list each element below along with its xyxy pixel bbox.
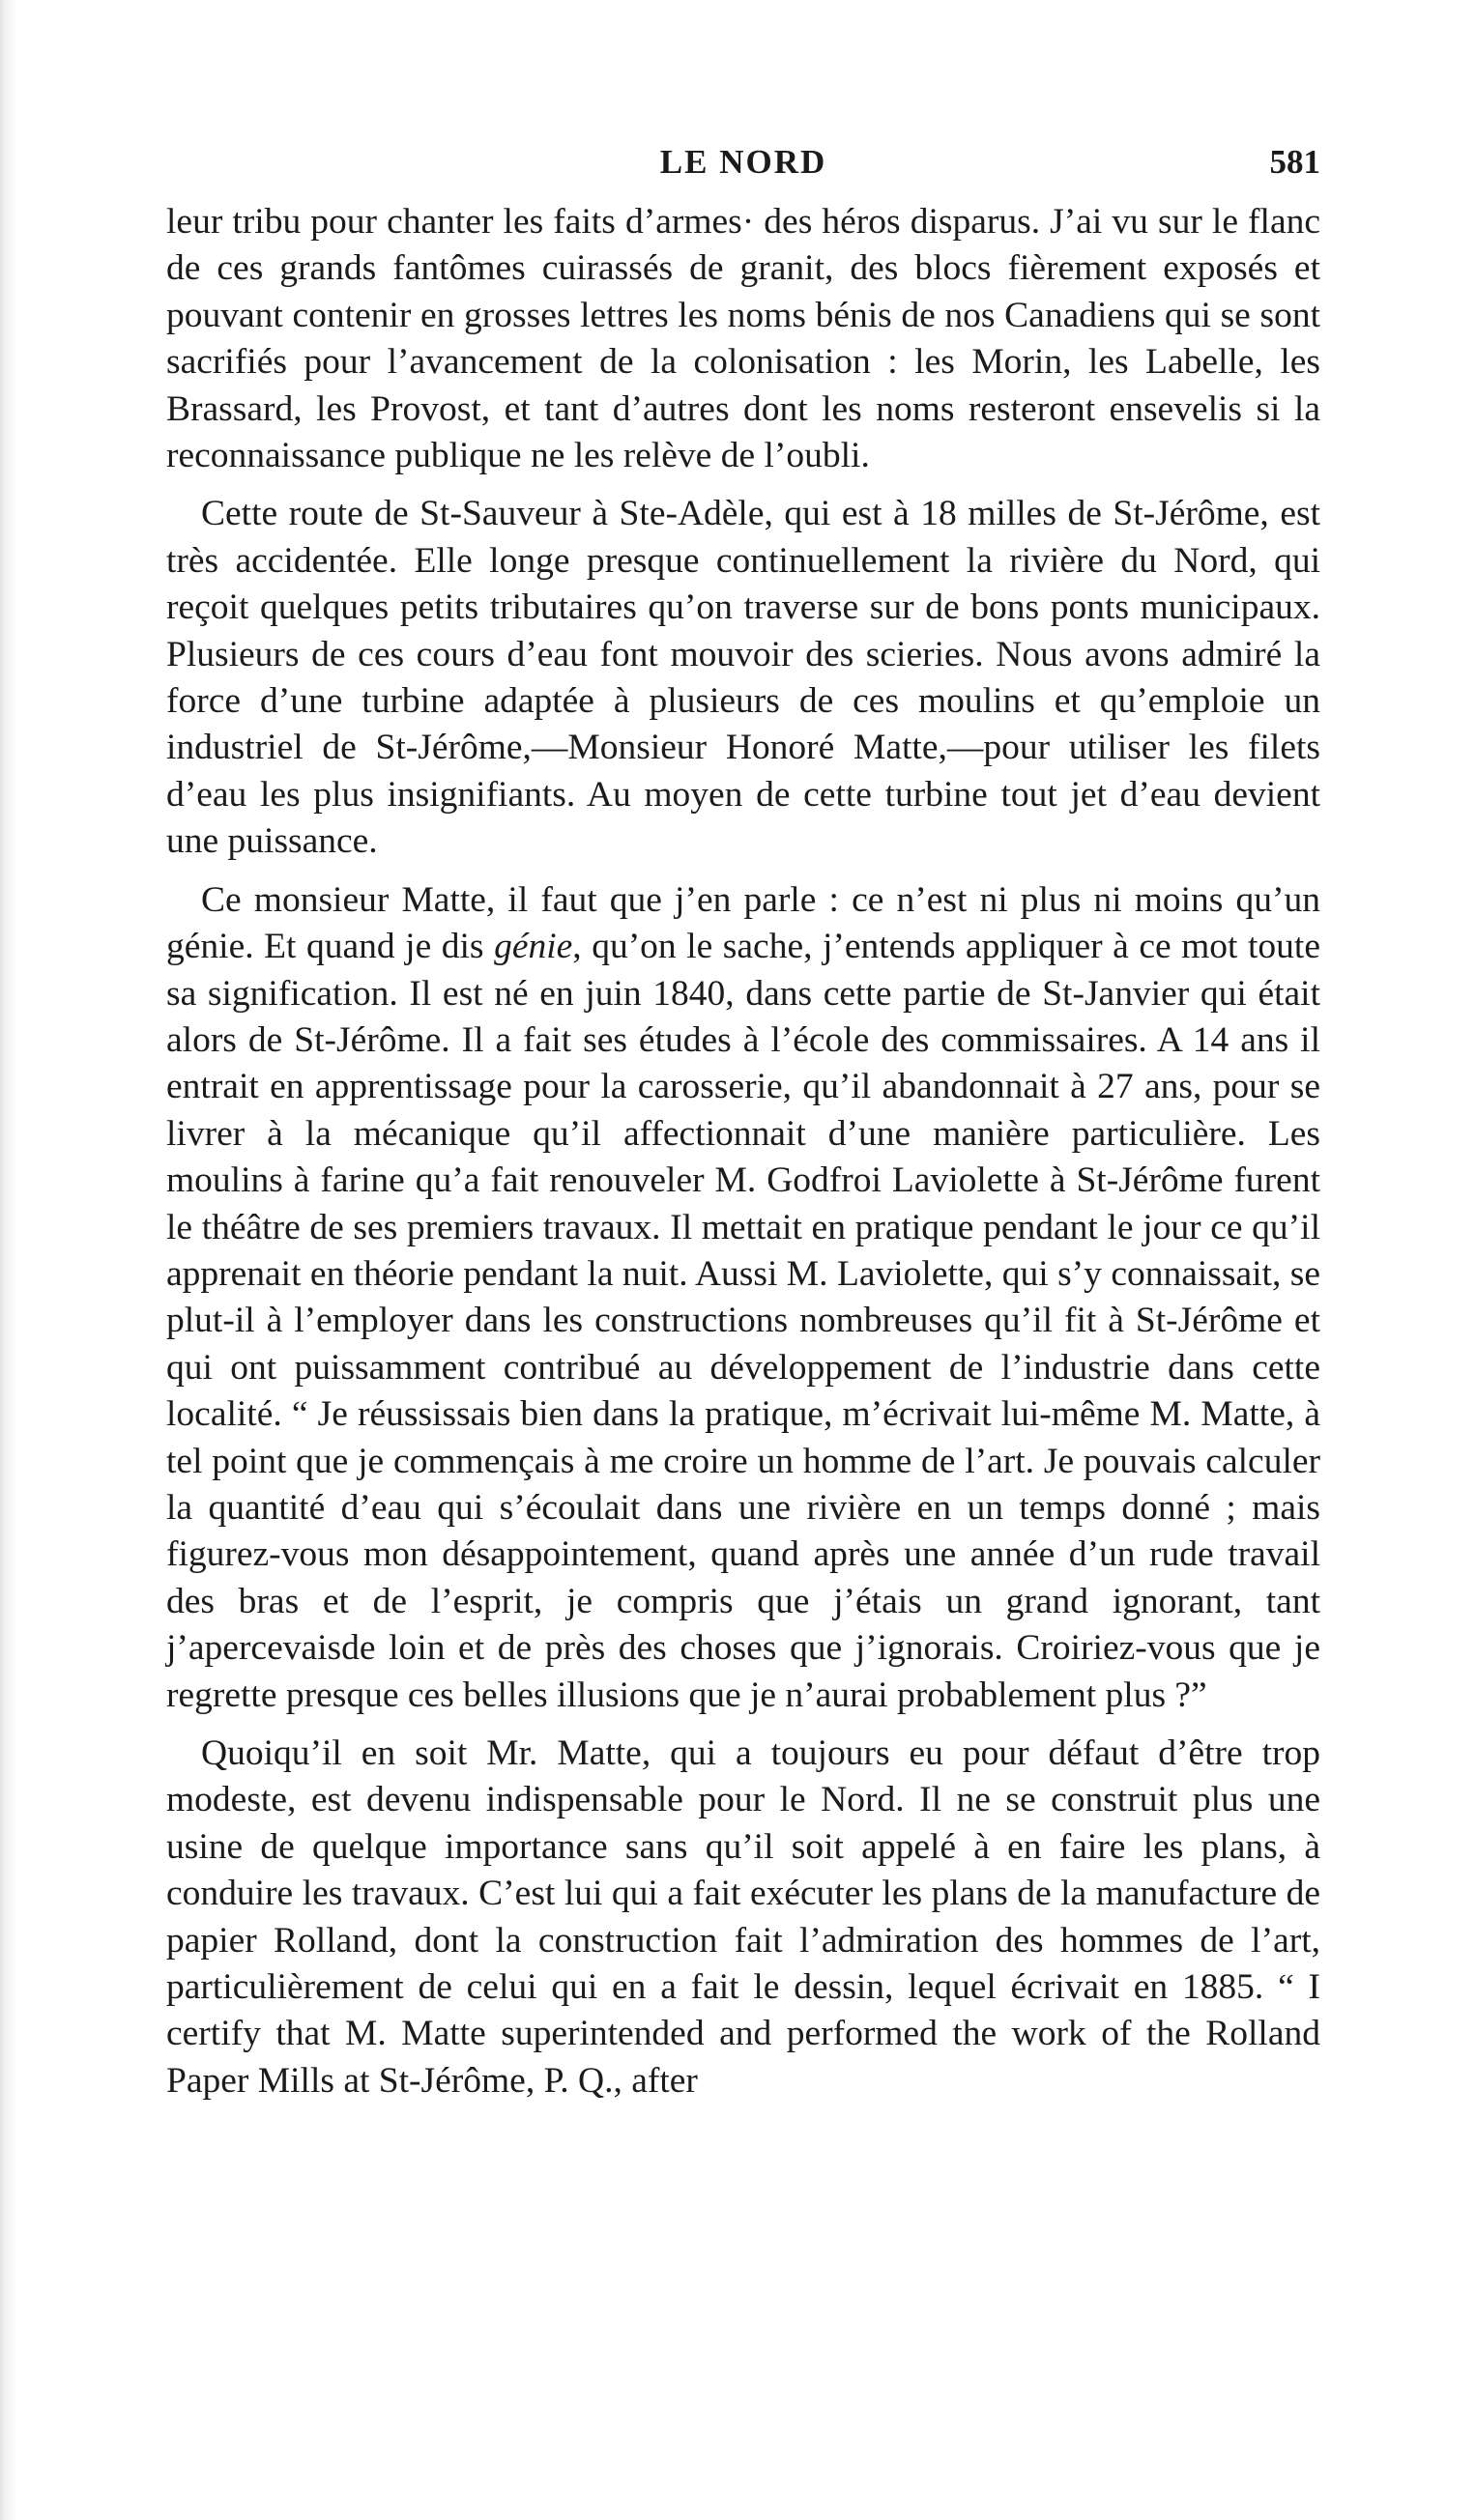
paragraph-1: leur tribu pour chanter les faits d’armes· des héros disparus. J’ai vu sur le flanc de ces grands fantômes cuirassés de granit, des blocs fièrement exposés et pouvant contenir en grosses lettres les noms bénis de nos Canadiens qui se sont sacrifiés pour l’avancement de la colonisation : les Morin, les Labelle, les Brassard, les Provost, et tant d’autres dont les noms resteront ensevelis si la reconnaissance publique ne les relève de l’oubli. [166, 202, 1320, 476]
paragraph-3 [166, 877, 1320, 1719]
paragraph-3-part-2: , qu’on le sache, j’entends appliquer à ce mot toute sa signification. Il est né en juin 1840, dans cette partie de St-Janvier qui était alors de St-Jérôme. Il a fait ses études à l’école des commissaires. A 14 ans il entrait en apprentissage pour la carosserie, qu’il abandonnait à 27 ans, pour se livrer à la mécanique qu’il affectionnait d’une manière particulière. Les moulins à farine qu’a fait renouveler M. Godfroi Laviolette à St-Jérôme furent le théâtre de ses premiers travaux. Il mettait en pratique pendant le jour ce qu’il apprenait en théorie pendant la nuit. Aussi M. Laviolette, qui s’y connaissait, se plut-il à l’employer dans les constructions nombreuses qu’il fit à St-Jérôme et qui ont puissamment contribué au développement de l’industrie dans cette localité. “ Je réussissais bien dans la pratique, m’écrivait lui-même M. Matte, à tel point que je commençais à me croire un homme de l’art. Je pouvais calculer la quantité d’eau qui s’écoulait dans une rivière en un temps donné ; mais figurez-vous mon désappointement, quand après une année d’un rude travail des bras et de l’esprit, je compris que j’étais un grand ignorant, tant j’apercevaisde loin et de près des choses que j’ignorais. Croiriez-vous que je regrette presque ces belles illusions que je n’aurai probablement plus ?” [166, 927, 1320, 1715]
page-header [166, 138, 1320, 186]
page-edge-shadow [0, 0, 17, 2520]
running-head: LE NORD [659, 143, 827, 181]
page-number: 581 [1269, 143, 1320, 181]
italic-word: génie [494, 927, 573, 967]
paragraph-2: Cette route de St-Sauveur à Ste-Adèle, qui est à 18 milles de St-Jérôme, est très accidentée. Elle longe presque continuellement la rivière du Nord, qui reçoit quelques petits tributaires qu’on traverse sur de bons ponts municipaux. Plusieurs de ces cours d’eau font mouvoir des scieries. Nous avons admiré la force d’une turbine adaptée à plusieurs de ces moulins et qu’emploie un industriel de St-Jérôme,—Monsieur Honoré Matte,—pour utiliser les filets d’eau les plus insignifiants. Au moyen de cette turbine tout jet d’eau devient une puissance. [166, 494, 1320, 862]
paragraph-3-part-1: Ce monsieur Matte, il faut que j’en parle : ce n’est ni plus ni moins qu’un génie. Et quand je dis [166, 879, 1320, 967]
page-body [166, 199, 1320, 2105]
paragraph-4: Quoiqu’il en soit Mr. Matte, qui a toujours eu pour défaut d’être trop modeste, est devenu indispensable pour le Nord. Il ne se construit plus une usine de quelque importance sans qu’il soit appelé à en faire les plans, à conduire les travaux. C’est lui qui a fait exécuter les plans de la manufacture de papier Rolland, dont la construction fait l’admiration des hommes de l’art, particulièrement de celui qui en a fait le dessin, lequel écrivait en 1885. “ I certify that M. Matte superintended and performed the work of the Rolland Paper Mills at St-Jérôme, P. Q., after [166, 1733, 1320, 2101]
